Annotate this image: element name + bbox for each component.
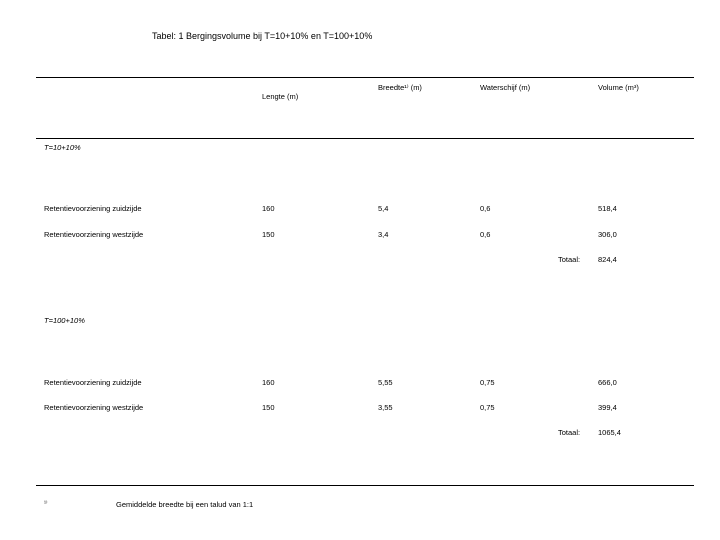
- table-bottom-rule: [36, 485, 694, 486]
- row-lengte: 160: [262, 204, 275, 213]
- row-breedte: 5,4: [378, 204, 389, 213]
- row-waterschijf: 0,75: [480, 403, 495, 412]
- row-waterschijf: 0,6: [480, 230, 491, 239]
- header-lengte: Lengte (m): [262, 92, 299, 101]
- header-volume: Volume (m³): [598, 83, 639, 92]
- header-breedte: Breedte¹⁾ (m): [378, 83, 422, 92]
- row-volume: 306,0: [598, 230, 617, 239]
- section-label: T=100+10%: [44, 316, 85, 325]
- row-breedte: 3,4: [378, 230, 389, 239]
- row-lengte: 150: [262, 403, 275, 412]
- row-name: Retentievoorziening westzijde: [44, 403, 144, 412]
- total-value: 824,4: [598, 255, 617, 264]
- row-breedte: 5,55: [378, 378, 393, 387]
- row-breedte: 3,55: [378, 403, 393, 412]
- total-value: 1065,4: [598, 428, 621, 437]
- row-volume: 518,4: [598, 204, 617, 213]
- table-title: Tabel: 1 Bergingsvolume bij T=10+10% en T=100+10%: [152, 31, 373, 41]
- total-label: Totaal:: [558, 428, 581, 437]
- row-name: Retentievoorziening zuidzijde: [44, 378, 142, 387]
- row-volume: 399,4: [598, 403, 617, 412]
- row-volume: 666,0: [598, 378, 617, 387]
- row-waterschijf: 0,6: [480, 204, 491, 213]
- header-bottom-rule: [36, 138, 694, 139]
- footnote-text: Gemiddelde breedte bij een talud van 1:1: [116, 500, 254, 509]
- row-lengte: 150: [262, 230, 275, 239]
- total-label: Totaal:: [558, 255, 581, 264]
- header-waterschijf: Waterschijf (m): [480, 83, 531, 92]
- table-top-rule: [36, 77, 694, 78]
- row-waterschijf: 0,75: [480, 378, 495, 387]
- row-name: Retentievoorziening westzijde: [44, 230, 144, 239]
- footnote-marker: ¹⁾: [44, 501, 48, 507]
- section-label: T=10+10%: [44, 143, 81, 152]
- row-name: Retentievoorziening zuidzijde: [44, 204, 142, 213]
- row-lengte: 160: [262, 378, 275, 387]
